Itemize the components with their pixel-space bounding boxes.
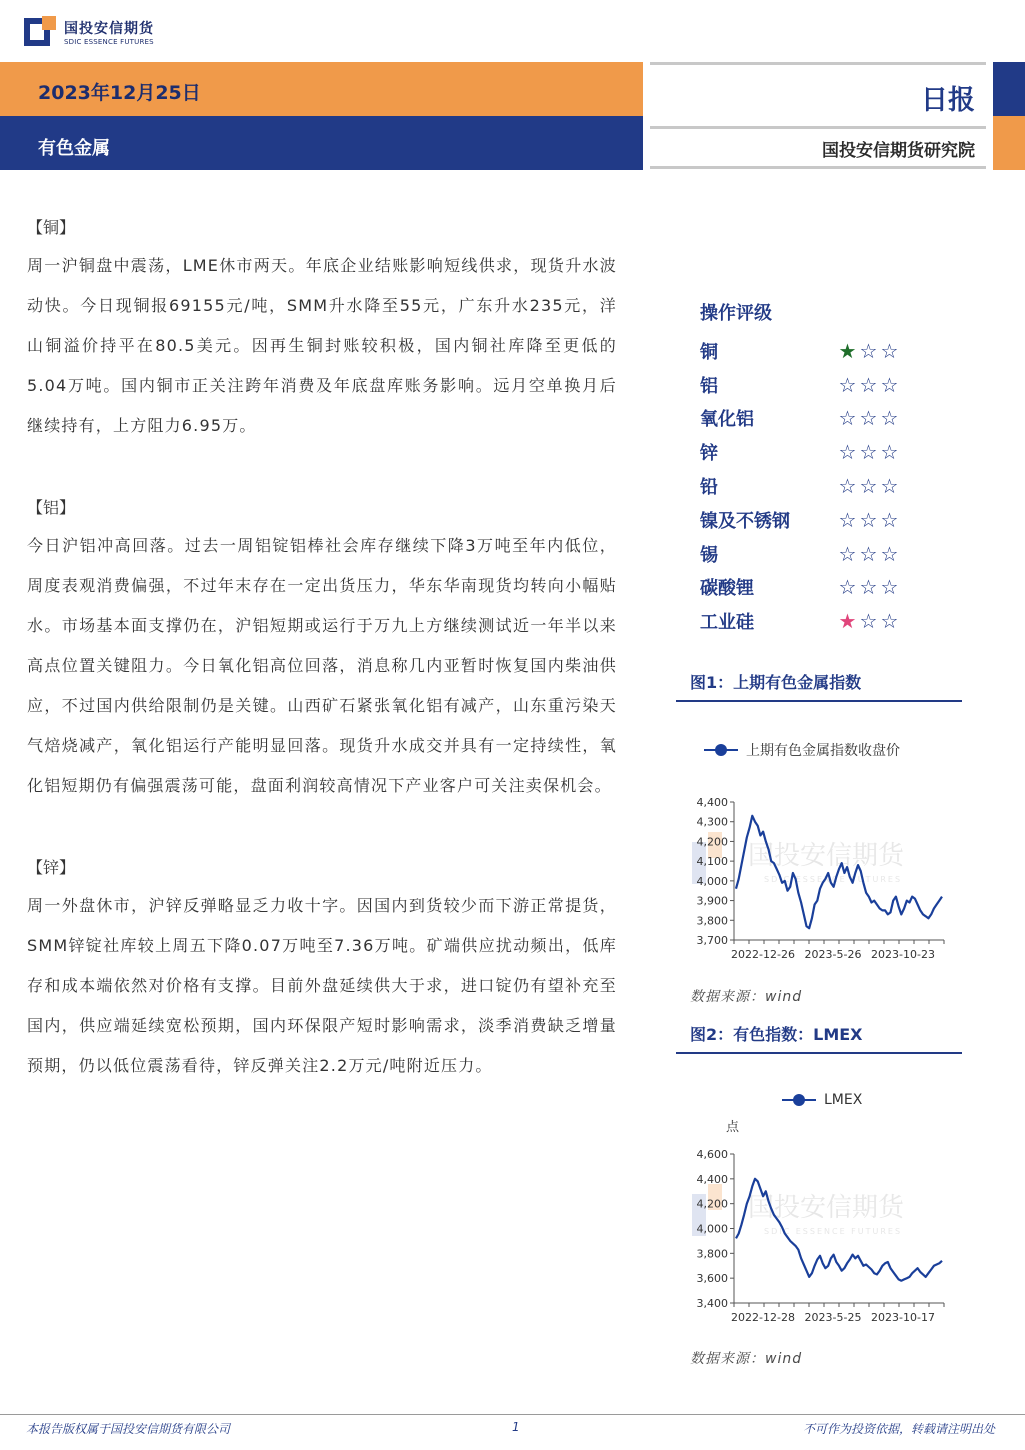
header-accent-blue <box>993 62 1025 116</box>
section-zinc <box>27 854 617 1086</box>
star-empty-icon: ☆ <box>859 338 878 363</box>
x-tick-label: 2023-5-25 <box>804 1311 862 1324</box>
y-tick-label: 4,100 <box>696 855 728 869</box>
y-tick-label: 4,200 <box>696 835 728 849</box>
section-text: 周一外盘休市，沪锌反弹略显乏力收十字。因国内到货较少而下游正常提货，SMM锌锭社库较上周五下降0.07万吨至7.36万吨。矿端供应扰动频出，低库存和成本端依然对价格有支撑。目前外盘延续供大于求，进口锭仍有望补充至国内，供应端延续宽松预期，国内环保限产短时影响需求，淡季消费缺乏增量预期，仍以低位震荡看待，锌反弹关注2.2万元/吨附近压力。 <box>27 896 617 1075</box>
rating-row <box>700 435 960 469</box>
watermark-subtext: SDIC ESSENCE FUTURES <box>764 875 903 884</box>
rating-stars <box>837 507 900 532</box>
y-tick-label: 4,300 <box>696 815 728 829</box>
y-tick-label: 4,000 <box>696 874 728 888</box>
star-empty-icon: ☆ <box>859 406 878 431</box>
y-tick-label: 3,900 <box>696 894 728 908</box>
legend-label: 上期有色金属指数收盘价 <box>746 743 900 759</box>
logo-mark-icon <box>24 16 56 48</box>
rating-stars <box>837 338 900 363</box>
watermark-subtext: SDIC ESSENCE FUTURES <box>764 1227 903 1236</box>
header-divider-bottom <box>650 166 986 169</box>
star-empty-icon: ☆ <box>838 440 857 465</box>
rating-commodity: 工业硅 <box>700 612 754 634</box>
star-empty-icon: ☆ <box>859 507 878 532</box>
figure-1-chart <box>676 790 962 970</box>
section-heading: 【铜】 <box>27 218 76 237</box>
watermark-text: 国投安信期货 <box>748 841 905 871</box>
watermark-text: 国投安信期货 <box>748 1193 905 1223</box>
star-empty-icon: ☆ <box>859 609 878 634</box>
star-empty-icon: ☆ <box>880 372 899 397</box>
figure-2-unit: 点 <box>726 1120 740 1135</box>
rating-commodity: 铜 <box>700 341 718 363</box>
header-accent-orange <box>993 116 1025 170</box>
star-empty-icon: ☆ <box>880 575 899 600</box>
star-filled-icon: ★ <box>838 609 857 634</box>
section-text: 周一沪铜盘中震荡，LME休市两天。年底企业结账影响短线供求，现货升水波动快。今日现铜报69155元/吨，SMM升水降至55元，广东升水235元，洋山铜溢价持平在80.5美元。因再生铜封账较积极，国内铜社库降至更低的5.04万吨。国内铜市正关注跨年消费及年底盘库账务影响。远月空单换月后继续持有，上方阻力6.95万。 <box>27 256 617 435</box>
rating-row <box>700 334 960 368</box>
rating-row <box>700 402 960 436</box>
rating-row <box>700 469 960 503</box>
rating-stars <box>837 440 900 465</box>
star-empty-icon: ☆ <box>859 372 878 397</box>
x-tick-label: 2023-5-26 <box>804 948 862 961</box>
footer-disclaimer: 不可作为投资依据，转载请注明出处 <box>802 1422 995 1436</box>
y-tick-label: 3,600 <box>696 1272 728 1286</box>
section-heading: 【锌】 <box>27 858 76 877</box>
rating-row <box>700 604 960 638</box>
legend-label: LMEX <box>824 1092 863 1108</box>
star-empty-icon: ☆ <box>859 440 878 465</box>
rating-commodity: 碳酸锂 <box>700 578 754 600</box>
figure-2-source: 数据来源：wind <box>690 1351 803 1367</box>
header-divider-mid <box>650 126 986 129</box>
rating-list <box>700 334 960 638</box>
star-filled-icon: ★ <box>838 338 857 363</box>
rating-stars <box>837 609 900 634</box>
report-type: 日报 <box>921 85 975 116</box>
figure-2-title: 图2：有色指数：LMEX <box>690 1025 863 1044</box>
star-empty-icon: ☆ <box>880 474 899 499</box>
footer-copyright: 本报告版权属于国投安信期货有限公司 <box>26 1422 231 1436</box>
star-empty-icon: ☆ <box>838 406 857 431</box>
figure-1-legend <box>704 740 900 760</box>
y-tick-label: 4,000 <box>696 1222 728 1236</box>
section-copper <box>27 214 617 446</box>
x-tick-label: 2023-10-23 <box>871 948 935 961</box>
figure-2-legend <box>782 1092 862 1108</box>
commentary-column <box>27 214 617 1134</box>
section-aluminium <box>27 494 617 806</box>
star-empty-icon: ☆ <box>838 372 857 397</box>
y-tick-label: 3,800 <box>696 914 728 928</box>
rating-commodity: 锡 <box>700 544 718 566</box>
rating-stars <box>837 372 900 397</box>
x-tick-label: 2022-12-28 <box>731 1311 795 1324</box>
rating-stars <box>837 541 900 566</box>
institute-name: 国投安信期货研究院 <box>822 141 975 161</box>
y-tick-label: 4,400 <box>696 796 728 809</box>
rating-stars <box>837 474 900 499</box>
y-tick-label: 4,600 <box>696 1148 728 1161</box>
footer-rule <box>0 1414 1025 1415</box>
star-empty-icon: ☆ <box>838 474 857 499</box>
star-empty-icon: ☆ <box>880 440 899 465</box>
star-empty-icon: ☆ <box>880 507 899 532</box>
section-heading: 【铝】 <box>27 498 76 517</box>
footer-page-number: 1 <box>512 1420 520 1434</box>
figure-2-rule <box>676 1052 962 1054</box>
logo-text-cn: 国投安信期货 <box>64 21 154 37</box>
rating-row <box>700 537 960 571</box>
rating-stars <box>837 406 900 431</box>
y-tick-label: 4,200 <box>696 1197 728 1211</box>
report-date: 2023年12月25日 <box>38 82 201 104</box>
y-tick-label: 4,400 <box>696 1172 728 1186</box>
rating-row <box>700 503 960 537</box>
rating-commodity: 铝 <box>700 375 718 397</box>
rating-row <box>700 571 960 605</box>
star-empty-icon: ☆ <box>880 406 899 431</box>
report-section: 有色金属 <box>38 138 110 159</box>
logo-text-en: SDIC ESSENCE FUTURES <box>64 38 154 46</box>
rating-commodity: 镍及不锈钢 <box>700 510 790 532</box>
rating-commodity: 氧化铝 <box>700 409 754 431</box>
rating-commodity: 铅 <box>700 477 718 499</box>
y-tick-label: 3,400 <box>696 1297 728 1310</box>
star-empty-icon: ☆ <box>838 575 857 600</box>
legend-line-icon <box>704 744 738 756</box>
star-empty-icon: ☆ <box>880 541 899 566</box>
figure-1-title: 图1：上期有色金属指数 <box>690 673 862 692</box>
star-empty-icon: ☆ <box>859 575 878 600</box>
star-empty-icon: ☆ <box>838 507 857 532</box>
rating-title: 操作评级 <box>700 303 772 324</box>
star-empty-icon: ☆ <box>880 338 899 363</box>
rating-panel <box>700 300 960 638</box>
star-empty-icon: ☆ <box>880 609 899 634</box>
star-empty-icon: ☆ <box>859 474 878 499</box>
rating-stars <box>837 575 900 600</box>
star-empty-icon: ☆ <box>859 541 878 566</box>
y-tick-label: 3,800 <box>696 1247 728 1261</box>
x-tick-label: 2023-10-17 <box>871 1311 935 1324</box>
rating-commodity: 锌 <box>700 443 718 465</box>
figure-1-rule <box>676 700 962 702</box>
legend-line-icon <box>782 1094 816 1106</box>
figure-2-chart <box>676 1140 962 1332</box>
x-tick-label: 2022-12-26 <box>731 948 795 961</box>
star-empty-icon: ☆ <box>838 541 857 566</box>
figure-1-source: 数据来源：wind <box>690 989 803 1005</box>
rating-row <box>700 368 960 402</box>
section-text: 今日沪铝冲高回落。过去一周铝锭铝棒社会库存继续下降3万吨至年内低位，周度表观消费偏强，不过年末存在一定出货压力，华东华南现货均转向小幅贴水。市场基本面支撑仍在，沪铝短期或运行于万九上方继续测试近一年半以来高点位置关键阻力。今日氧化铝高位回落，消息称几内亚暂时恢复国内柴油供应，不过国内供给限制仍是关键。山西矿石紧张氧化铝有减产，山东重污染天气焙烧减产，氧化铝运行产能明显回落。现货升水成交并具有一定持续性，氧化铝短期仍有偏强震荡可能，盘面利润较高情况下产业客户可关注卖保机会。 <box>27 536 617 795</box>
company-logo <box>24 14 204 54</box>
y-tick-label: 3,700 <box>696 934 728 947</box>
series-line <box>736 816 942 928</box>
header-divider-top <box>650 62 986 65</box>
